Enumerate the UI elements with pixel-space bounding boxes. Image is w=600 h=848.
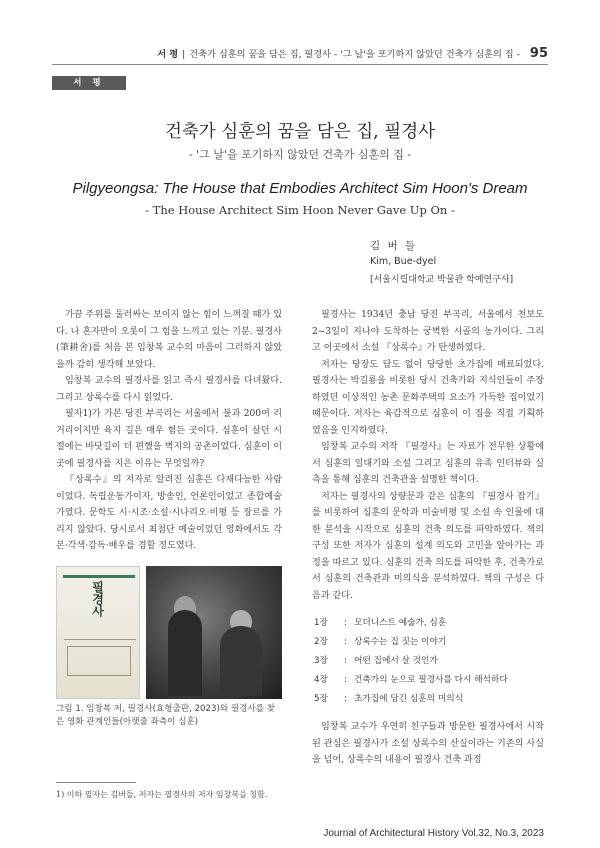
chapter-number: 1장 — [314, 618, 328, 629]
running-head-section: 서 평 — [157, 49, 179, 60]
person-figure-icon — [168, 610, 202, 696]
running-head-separator: | — [182, 49, 186, 60]
cover-rule — [63, 575, 135, 578]
article-subtitle-en: - The House Architect Sim Hoon Never Gave Up On - — [145, 203, 455, 217]
historic-photo — [146, 566, 282, 699]
body-paragraph: 임창복 교수의 저작 『필경사』는 자료가 전무한 상황에서 심훈의 일대기와 소설 그리고 심훈의 유족 인터뷰와 실측을 통해 심훈의 건축관을 설명한 책이다. — [312, 442, 544, 485]
body-paragraph: 필경사는 1934년 충남 당진 부곡리, 서울에서 천보도 2~3일이 지나야 도착하는 궁벽한 시골의 농가이다. 그리고 이곳에서 소설 『상록수』가 탄생하였다. — [312, 310, 544, 353]
chapter-number: 4장 — [314, 675, 328, 686]
chapter-title: 상록수는 집 짓는 이야기 — [354, 637, 447, 648]
book-cover-title: 필경사 — [90, 581, 105, 617]
page-number: 95 — [529, 46, 548, 61]
person-figure-icon — [220, 626, 262, 696]
left-column — [56, 307, 282, 555]
book-cover-image — [56, 566, 140, 699]
body-paragraph: 필자1)가 가본 당진 부곡리는 서울에서 불과 200여 리 거리이지만 육지 길은 매우 험든 곳이다. 심훈이 살던 시절에는 바닷길이 더 편했을 벽지의 공촌이었다. 심훈이 이곳에 필경사를 지은 이유는 무엇일까? — [56, 409, 282, 469]
chapter-title: 어떤 집에서 살 것인가 — [354, 656, 438, 667]
body-paragraph: 저자는 필경사의 상량문과 같은 심훈의 『필경사 잡기』를 비롯하여 심훈의 문학과 미술비평 및 소설 속 인물에 대한 분석을 시작으로 심훈의 건축 의도를 파악하였다. 책의 구성 또한 저자가 심훈의 설계 의도와 고민을 알아가는 과정을 따르고 있다. 심훈의 건축 의도를 파악한 후, 건축가로서 심훈의 건축관과 미의식을 분석하였다. 책의 구성은 다음과 같다. — [312, 491, 544, 601]
figure-1 — [56, 566, 282, 756]
footnote-rule — [56, 782, 136, 783]
journal-footer: Journal of Architectural History Vol.32, No.3, 2023 — [323, 828, 544, 839]
author-name-ko: 김 버 들 — [370, 240, 418, 252]
chapter-item: 1장 : 모더니스트 예술가, 심훈 — [314, 614, 544, 633]
article-title-ko: 건축가 심훈의 꿈을 담은 집, 필경사 — [164, 122, 436, 142]
chapter-title: 모더니스트 예술가, 심훈 — [354, 618, 447, 629]
chapter-item: 2장 : 상록수는 집 짓는 이야기 — [314, 633, 544, 652]
author-affiliation: [서울시립대학교 박물관 학예연구사] — [370, 275, 514, 285]
author-name-en: Kim, Bue-dyel — [370, 256, 437, 267]
running-head — [120, 46, 548, 62]
house-drawing-icon — [67, 646, 131, 676]
body-paragraph: 임창복 교수의 필경사를 읽고 즉시 필경사를 다녀왔다. 그리고 상록수를 다시 읽었다. — [56, 376, 282, 403]
article-subtitle-ko: - '그 날'을 포기하지 않았던 건축가 심훈의 집 - — [188, 148, 412, 161]
chapter-title: 초가집에 담긴 심훈의 미의식 — [354, 694, 463, 705]
body-paragraph: 『상록수』의 저자로 알려진 심훈은 다재다능한 사람이었다. 독립운동가이자, 방송인, 언론인이었고 종합예술가였다. 문학도 시·시조·소설·시나리오·비평 등 장르를 가리지 않았다. 당시로서 최첨단 예술이었던 영화에서도 각본·각색·감독·배우를 겸할 정도였다. — [56, 475, 282, 551]
chapter-list — [314, 614, 544, 709]
section-tab: 서 평 — [52, 76, 126, 90]
chapter-number: 3장 — [314, 656, 328, 667]
figure-caption: 그림 1. 임창복 저, 필경사(효형출판, 2023)와 필경사를 찾은 영화 관계인들(아랫줄 좌측이 심훈) — [56, 704, 276, 727]
chapter-item: 3장 : 어떤 집에서 살 것인가 — [314, 652, 544, 671]
header-rule — [52, 64, 548, 65]
body-paragraph: 임창복 교수가 우연히 친구들과 방문한 필경사에서 시작된 관심은 필경사가 소설 상록수의 산실이라는 기존의 사실을 넘어, 상록수의 내용이 필경사 건축 과정 — [312, 722, 544, 765]
running-head-title: 건축가 심훈의 꿈을 담은 집, 필경사 - '그 날'을 포기하지 않았던 건축가 심훈의 집 - — [189, 49, 520, 60]
chapter-number: 2장 — [314, 637, 328, 648]
body-paragraph: 저자는 당장도 담도 없이 당당한 초가집에 매료되었다. 필경사는 박길룡을 비롯한 당시 건축가와 지식인들이 주장하였던 이상적인 농촌 문화주택의 요소가 가득한 집이었기 때문이다. 저자는 육감적으로 심훈이 이 집을 직접 기획하였음을 인지하였다. — [312, 359, 544, 436]
chapter-item: 5장 : 초가집에 담긴 심훈의 미의식 — [314, 690, 544, 709]
article-title-en: Pilgyeongsa: The House that Embodies Architect Sim Hoon's Dream — [72, 180, 528, 197]
chapter-item: 4장 : 건축가의 눈으로 필경사를 다시 해석하다 — [314, 671, 544, 690]
chapter-number: 5장 — [314, 694, 328, 705]
right-column — [312, 307, 544, 769]
footnote: 1) 이하 필자는 김버들, 저자는 필경사의 저자 임창복을 칭함. — [56, 790, 268, 799]
chapter-title: 건축가의 눈으로 필경사를 다시 해석하다 — [354, 675, 508, 686]
body-paragraph: 가끔 주위를 둘러싸는 보이지 않는 힘이 느껴질 때가 있다. 나 혼자만이 오롯이 그 힘을 느끼고 있는 기분. 필경사(筆耕舍)를 처음 본 임창복 교수의 마음이 그러하지 않았을까 감히 생각해 보았다. — [56, 310, 282, 370]
